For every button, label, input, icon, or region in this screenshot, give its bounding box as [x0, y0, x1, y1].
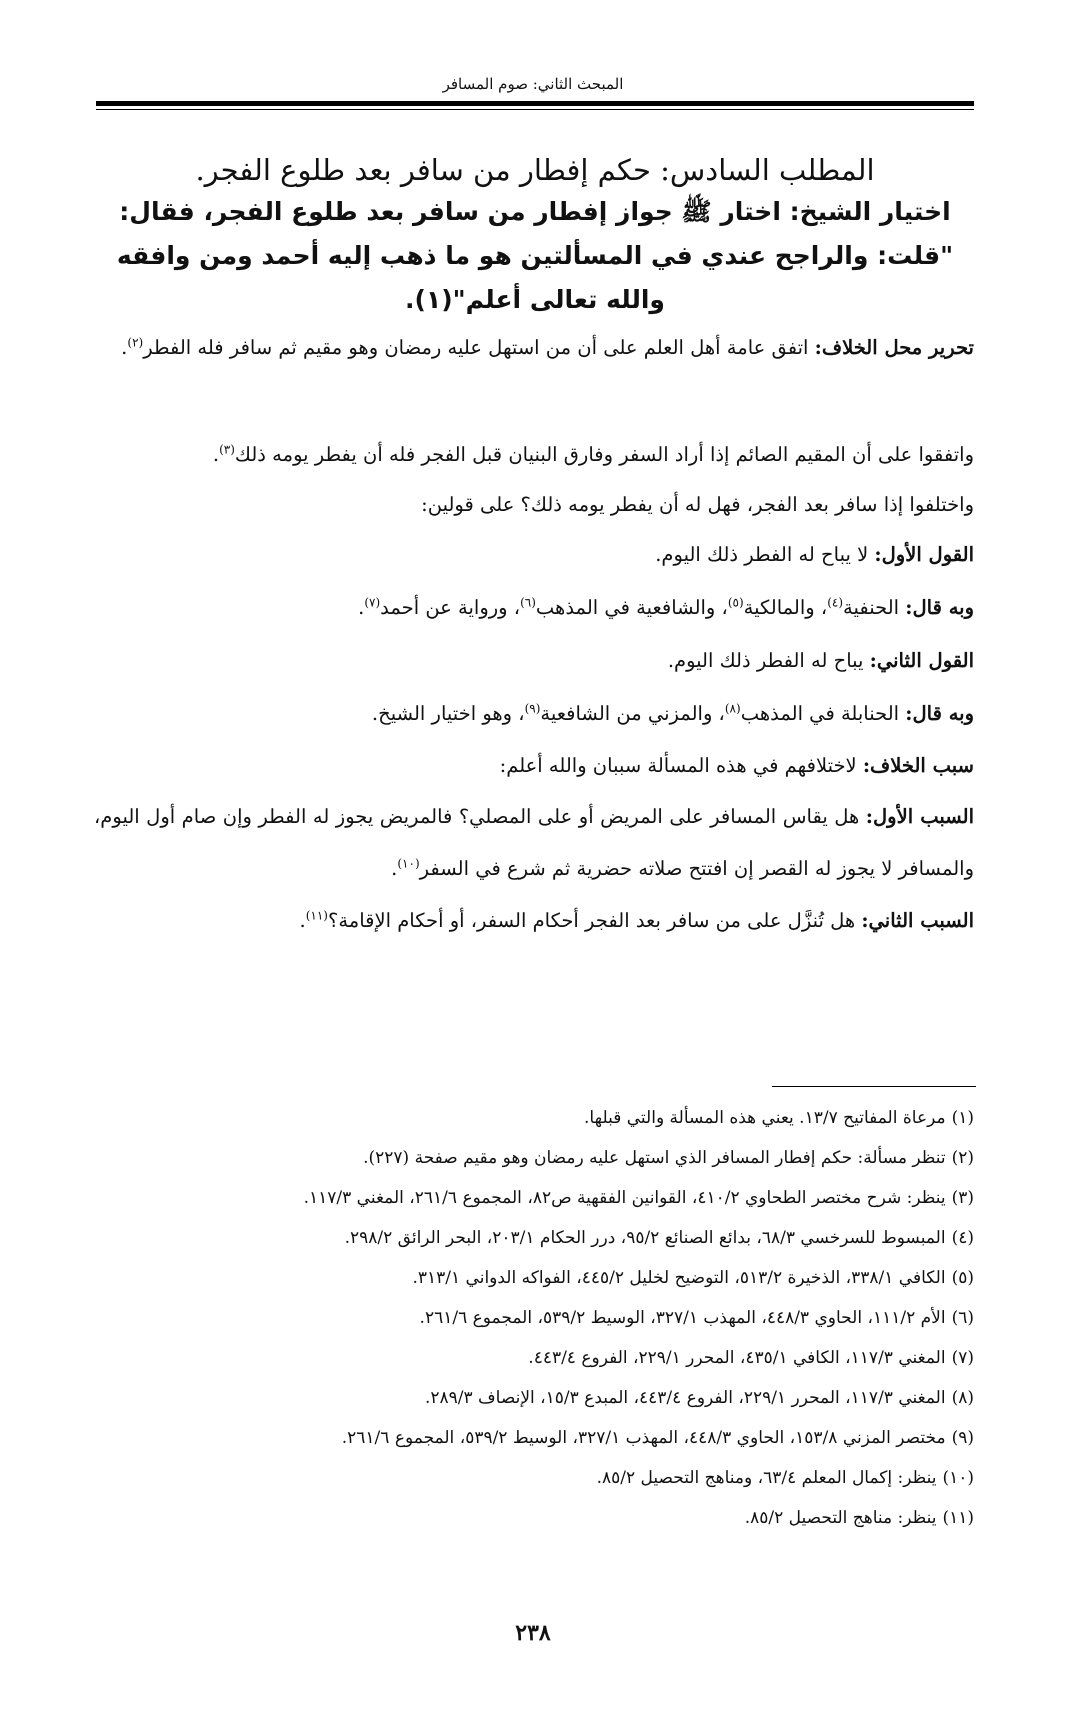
paragraph-text: ، ورواية عن أحمد [380, 596, 521, 619]
footnote-ref[interactable]: (٨) [724, 701, 741, 716]
paragraph-label: السبب الثاني: [861, 909, 974, 932]
footnote-text: مرعاة المفاتيح ١٣/٧. يعني هذه المسألة والتي قبلها. [584, 1108, 946, 1128]
footnote-ref[interactable]: (٢) [127, 335, 144, 350]
paragraph-text: لا يباح له الفطر ذلك اليوم. [655, 543, 875, 566]
footnote-text: مختصر المزني ١٥٣/٨، الحاوي ٤٤٨/٣، المهذب ٣٢٧/١، الوسيط ٥٣٩/٢، المجموع ٢٦١/٦. [341, 1428, 946, 1448]
footnote-text: ينظر: شرح مختصر الطحاوي ٤١٠/٢، القوانين الفقهية ص٨٢، المجموع ٢٦١/٦، المغني ١١٧/٣. [303, 1188, 946, 1208]
punctuation: . [358, 596, 365, 619]
footnote-item [94, 1178, 974, 1218]
section-title: المطلب السادس: حكم إفطار من سافر بعد طلوع الفجر. [195, 153, 875, 187]
footnote-item [94, 1378, 974, 1418]
footnote-number: (١) [951, 1108, 974, 1128]
footnote-text: الأم ١١١/٢، الحاوي ٤٤٨/٣، المهذب ٣٢٧/١، الوسيط ٥٣٩/٢، المجموع ٢٦١/٦. [419, 1308, 946, 1328]
footnote-number: (٦) [951, 1308, 974, 1328]
paragraph-text: لاختلافهم في هذه المسألة سببان والله أعلم: [499, 754, 863, 777]
paragraph-second-opinion-holders [94, 686, 974, 742]
paragraph-text: اتفق عامة أهل العلم على أن من استهل عليه رمضان وهو مقيم ثم سافر فله الفطر [143, 336, 815, 359]
footnote-number: (٢) [951, 1148, 974, 1168]
choice-line: والله تعالى أعلم"(١). [405, 285, 665, 314]
paragraph-cause [94, 738, 974, 794]
punctuation: . [299, 909, 306, 932]
paragraph-text: ، وهو اختيار الشيخ. [371, 702, 525, 725]
page-number: ٢٣٨ [515, 1620, 551, 1646]
footnote-number: (٨) [951, 1388, 974, 1408]
sheikh-choice-block [96, 190, 974, 322]
footnote-number: (٧) [951, 1348, 974, 1368]
paragraph-text: ، والمزني من الشافعية [540, 702, 725, 725]
paragraph-text: يباح له الفطر ذلك اليوم. [667, 649, 870, 672]
footnote-number: (٩) [951, 1428, 974, 1448]
paragraph-second-cause [94, 893, 974, 949]
footnote-text: ينظر: إكمال المعلم ٦٣/٤، ومناهج التحصيل ٨٥/٢. [596, 1468, 937, 1488]
footnote-ref[interactable]: (٤) [827, 595, 844, 610]
footnote-item [94, 1298, 974, 1338]
choice-line: "قلت: والراجح عندي في المسألتين هو ما ذهب إليه أحمد ومن وافقه [116, 241, 954, 270]
paragraph-text: الحنفية [843, 596, 906, 619]
footnote-item [94, 1458, 974, 1498]
paragraph-first-cause [94, 791, 974, 895]
footnote-item [94, 1498, 974, 1538]
footnote-item [94, 1418, 974, 1458]
paragraph-label: وبه قال: [905, 596, 974, 619]
footnote-separator [772, 1086, 976, 1087]
footnote-ref[interactable]: (٦) [520, 595, 536, 610]
footnote-item [94, 1138, 974, 1178]
footnote-number: (١٠) [942, 1468, 974, 1488]
footnote-item [94, 1098, 974, 1138]
paragraph-label: وبه قال: [905, 702, 974, 725]
header-rule-thin [96, 109, 974, 110]
paragraph-label: القول الأول: [874, 543, 974, 566]
footnote-text: تنظر مسألة: حكم إفطار المسافر الذي استهل عليه رمضان وهو مقيم صفحة (٢٢٧). [363, 1148, 946, 1168]
footnote-text: المغني ١١٧/٣، الكافي ٤٣٥/١، المحرر ٢٢٩/١، الفروع ٤٤٣/٤. [528, 1348, 946, 1368]
footnote-number: (٣) [951, 1188, 974, 1208]
paragraph-text: هل يقاس المسافر على المريض أو على المصلي؟ فالمريض يجوز له الفطر وإن صام أول اليوم، والمسافر لا يجوز له القصر إن افتتح صلاته حضرية ثم شرع في السفر [94, 805, 974, 880]
footnote-ref[interactable]: (١٠) [397, 856, 420, 871]
paragraph-first-opinion [94, 527, 974, 583]
punctuation: . [212, 443, 220, 466]
footnote-ref[interactable]: (٩) [524, 701, 541, 716]
footnote-ref[interactable]: (١١) [305, 908, 328, 923]
paragraph-label: القول الثاني: [869, 649, 974, 672]
paragraph-text: ، والشافعية في المذهب [535, 596, 728, 619]
paragraph-label: سبب الخلاف: [862, 754, 974, 777]
paragraph-first-opinion-holders [94, 580, 974, 636]
paragraph-agreement [94, 427, 974, 483]
paragraph-text: هل تُنزَّل على من سافر بعد الفجر أحكام السفر، أو أحكام الإقامة؟ [327, 909, 862, 932]
paragraph-disagreement [94, 477, 974, 533]
paragraph-dispute-scope [94, 320, 974, 376]
paragraph-text: الحنابلة في المذهب [740, 702, 906, 725]
footnote-text: ينظر: مناهج التحصيل ٨٥/٢. [744, 1508, 937, 1528]
footnote-number: (٥) [951, 1268, 974, 1288]
footnote-item [94, 1338, 974, 1378]
header-rule-thick [96, 101, 974, 106]
paragraph-text: واتفقوا على أن المقيم الصائم إذا أراد السفر وفارق البنيان قبل الفجر فله أن يفطر يومه ذلك [234, 443, 974, 466]
footnote-item [94, 1218, 974, 1258]
footnote-text: المبسوط للسرخسي ٦٨/٣، بدائع الصنائع ٩٥/٢، درر الحكام ٢٠٣/١، البحر الرائق ٢٩٨/٢. [344, 1228, 946, 1248]
paragraph-text: واختلفوا إذا سافر بعد الفجر، فهل له أن يفطر يومه ذلك؟ على قولين: [421, 493, 974, 516]
punctuation: . [121, 336, 128, 359]
footnote-text: الكافي ٣٣٨/١، الذخيرة ٥١٣/٢، التوضيح لخليل ٤٤٥/٢، الفواكه الدواني ٣١٣/١. [412, 1268, 946, 1288]
footnote-number: (٤) [951, 1228, 974, 1248]
choice-line: اختيار الشيخ: اختار ﷺ جواز إفطار من سافر بعد طلوع الفجر، فقال: [119, 197, 951, 226]
paragraph-second-opinion [94, 633, 974, 689]
paragraph-label: السبب الأول: [865, 805, 974, 828]
footnote-item [94, 1258, 974, 1298]
footnotes-list [94, 1098, 974, 1538]
paragraph-text: ، والمالكية [743, 596, 828, 619]
footnote-ref[interactable]: (٣) [219, 442, 235, 457]
footnote-ref[interactable]: (٧) [364, 595, 381, 610]
footnote-ref[interactable]: (٥) [727, 595, 744, 610]
punctuation: . [391, 857, 398, 880]
paragraph-label: تحرير محل الخلاف: [814, 336, 974, 359]
footnote-number: (١١) [942, 1508, 974, 1528]
running-header: المبحث الثاني: صوم المسافر [442, 75, 624, 93]
footnote-text: المغني ١١٧/٣، المحرر ٢٢٩/١، الفروع ٤٤٣/٤، المبدع ١٥/٣، الإنصاف ٢٨٩/٣. [424, 1388, 946, 1408]
